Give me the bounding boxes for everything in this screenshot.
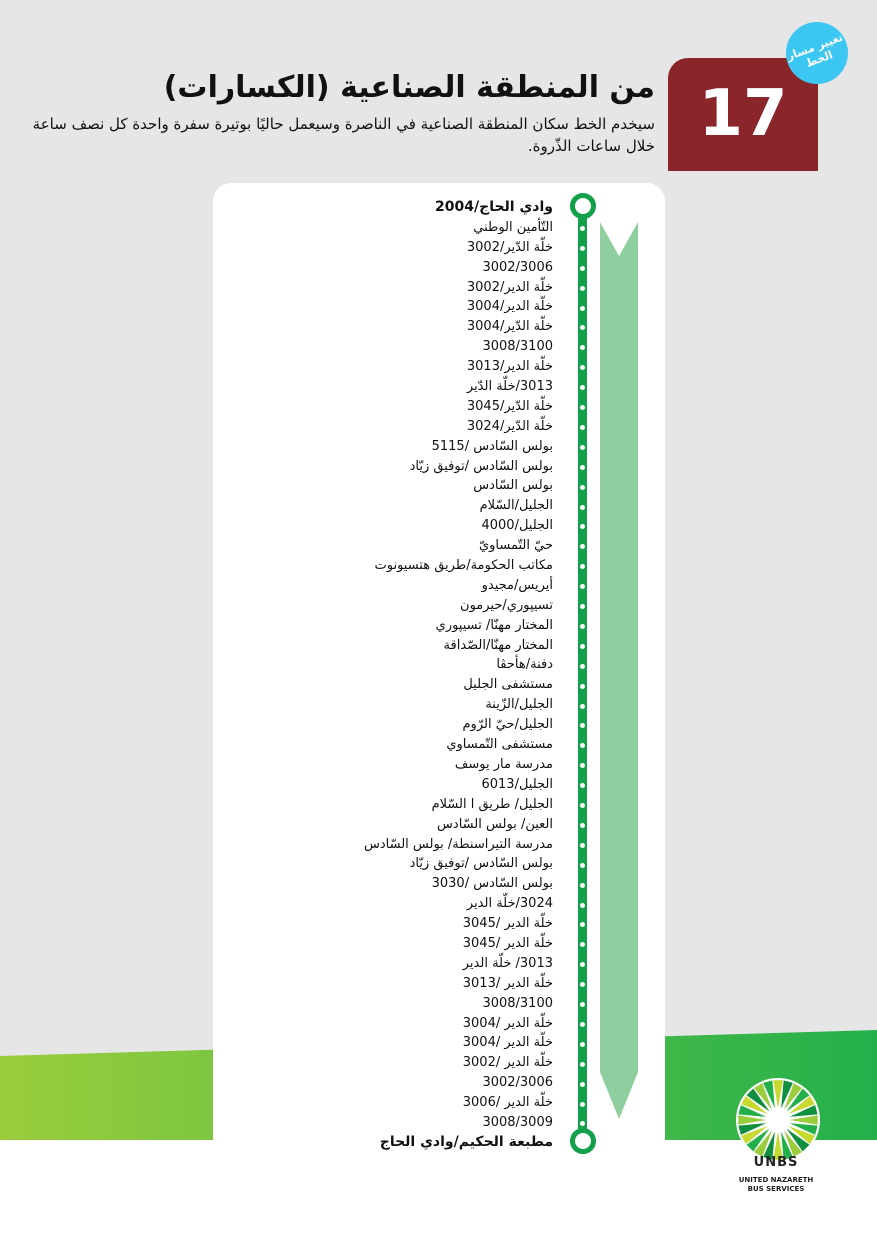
stop-dot-icon [580, 803, 585, 808]
stop-item: مدرسة مار يوسف [454, 756, 553, 772]
stop-item: وادي الحاج/2004 [435, 199, 553, 215]
stop-dot-icon [580, 425, 585, 430]
stops-list [364, 198, 553, 1153]
stop-item: خلّة الدير/3002 [466, 279, 553, 295]
stop-dot-icon [580, 664, 585, 669]
stop-item: 3008/3009 [482, 1114, 553, 1130]
stop-dot-icon [580, 1082, 585, 1087]
stop-item: 3008/3100 [482, 995, 553, 1011]
stop-item: 3002/3006 [482, 259, 553, 275]
stop-dot-icon [580, 445, 585, 450]
stop-dot-icon [580, 286, 585, 291]
stop-item: 3013/ خلّة الدير [462, 955, 553, 971]
stop-item: مدرسة التيراسنطة/ بولس السّادس [363, 836, 553, 852]
stop-item: مكاتب الحكومة/طريق هتسيونوت [374, 558, 553, 574]
route-description: سيخدم الخط سكان المنطقة الصناعية في الناصرة وسيعمل حاليًا بوتيرة سفرة واحدة كل نصف ساعة خلال ساعات الذّروة. [32, 115, 655, 155]
stop-dot-icon [580, 1002, 585, 1007]
stop-item: مستشفى الجليل [463, 677, 553, 693]
stop-item: خلّة الدير/3004 [466, 299, 553, 315]
stop-dot-icon [580, 704, 585, 709]
stop-dot-icon [580, 624, 585, 629]
stop-item: الجليل/الزّينة [485, 697, 553, 713]
stop-item: خلّة الدير /3006 [462, 1095, 553, 1111]
stop-item: بولس السّادس /توفيق زيّاد [409, 856, 553, 872]
stop-item: خلّة الدير /3004 [462, 1035, 553, 1051]
route-track [578, 203, 587, 1138]
stop-dot-icon [580, 226, 585, 231]
unbs-logo-icon [733, 1075, 823, 1165]
logo-line-1: UNITED NAZARETH [738, 1176, 814, 1184]
stop-dot-icon [580, 1062, 585, 1067]
stop-dot-icon [580, 604, 585, 609]
stop-dot-icon [580, 1042, 585, 1047]
route-number: 17 [698, 77, 788, 151]
stop-item: دفنة/هأحڤا [496, 657, 553, 673]
stop-dot-icon [580, 505, 585, 510]
stop-item: الجليل/ طريق ا السّلام [431, 796, 553, 812]
stop-dot-icon [580, 903, 585, 908]
stop-item: خلّة الدير/3013 [466, 359, 553, 375]
stop-item: تسيپوري/حيرمون [460, 597, 553, 613]
badge-label: تغيير مسار الخط [785, 30, 845, 70]
stop-item: الجليل/4000 [481, 518, 553, 534]
stop-dot-icon [580, 246, 585, 251]
stop-dot-icon [580, 1102, 585, 1107]
start-stop-icon [570, 193, 596, 219]
stop-dot-icon [580, 1022, 585, 1027]
stop-item: 3013/خلّة الدّير [466, 379, 553, 395]
stop-dot-icon [580, 485, 585, 490]
stop-item: بولس السّادس /5115 [431, 438, 553, 454]
stop-item: خلّة الدّير/3004 [466, 319, 553, 335]
stop-item: العين/ بولس السّادس [437, 816, 553, 832]
stop-dot-icon [580, 843, 585, 848]
stop-item: حيّ التّمساويّ [478, 538, 553, 554]
stop-dot-icon [580, 465, 585, 470]
stop-item: الجليل/السّلام [479, 498, 553, 514]
end-stop-icon [570, 1128, 596, 1154]
stop-item: المختار مهنّا/الصّداقة [443, 637, 553, 653]
stop-item: 3002/3006 [482, 1075, 553, 1091]
stop-item: خلّة الدّير/3024 [466, 418, 553, 434]
logo-line-2: BUS SERVICES [747, 1185, 805, 1193]
stop-item: بولس السّادس /3030 [431, 876, 553, 892]
stop-item: التّأمين الوطني [473, 219, 553, 235]
stop-item: الجليل/حيّ الرّوم [462, 717, 553, 733]
stop-dot-icon [580, 266, 585, 271]
stop-item: المختار مهنّا/ تسيپوري [435, 617, 553, 633]
stop-dot-icon [580, 644, 585, 649]
stop-item: خلّة الدير /3045 [462, 916, 553, 932]
stop-item: خلّة الدير /3002 [462, 1055, 553, 1071]
stop-item: 3024/خلّة الدير [466, 896, 553, 912]
stop-item: مستشفى التّمساوي [446, 737, 553, 753]
stop-item: مطبعة الحكيم/وادي الحاج [379, 1133, 553, 1150]
stop-dot-icon [580, 684, 585, 689]
stop-item: خلّة الدّير/3045 [466, 398, 553, 414]
stop-item: خلّة الدير /3045 [462, 935, 553, 951]
stop-item: خلّة الدير /3004 [462, 1015, 553, 1031]
direction-arrow-icon [600, 222, 638, 1122]
stop-item: أيريس/مجيدو [481, 577, 553, 593]
stop-dot-icon [580, 306, 585, 311]
stop-dot-icon [580, 883, 585, 888]
stop-item: بولس السّادس [473, 478, 553, 494]
stop-item: الجليل/6013 [481, 776, 553, 792]
stop-dot-icon [580, 405, 585, 410]
stop-item: خلّة الدير /3013 [462, 975, 553, 991]
stop-dot-icon [580, 823, 585, 828]
stop-dot-icon [580, 863, 585, 868]
route-title: من المنطقة الصناعية (الكسارات) [163, 70, 655, 105]
logo-name: UNBS [753, 1155, 799, 1170]
stop-item: بولس السّادس /توفيق زيّاد [409, 458, 553, 474]
stop-item: 3008/3100 [482, 339, 553, 355]
logo-subtitle [724, 1176, 828, 1194]
stop-item: خلّة الدّير/3002 [466, 239, 553, 255]
